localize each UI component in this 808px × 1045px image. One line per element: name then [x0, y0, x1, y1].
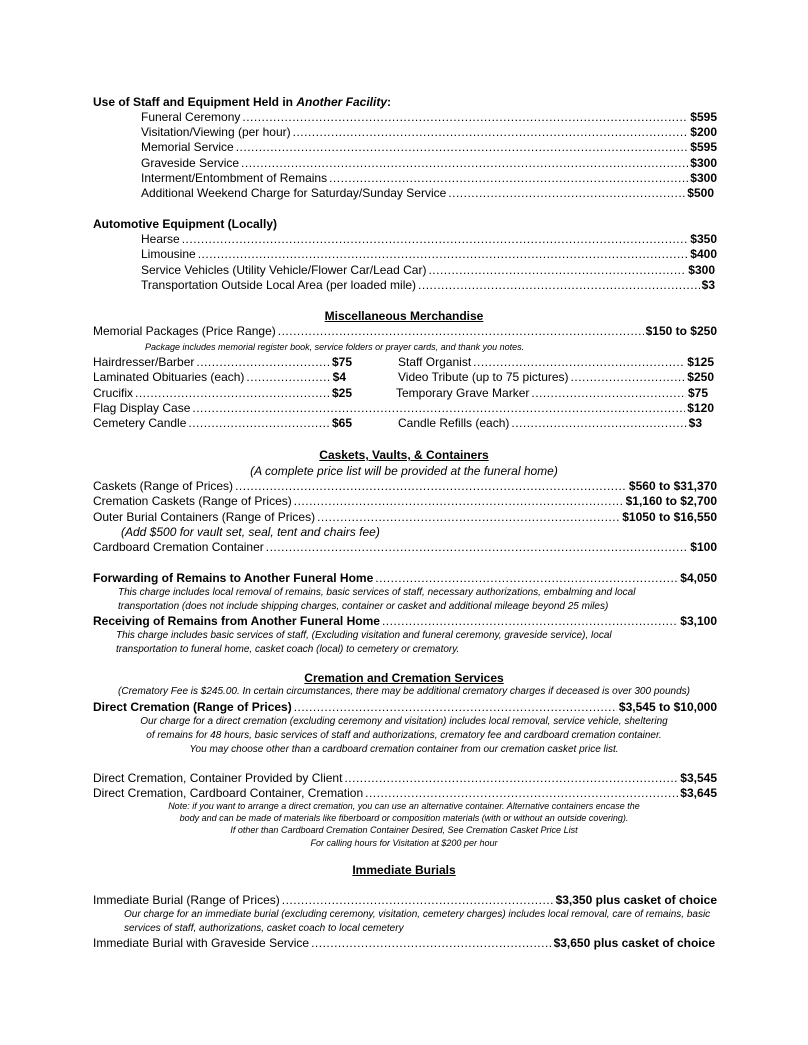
cardboard-cremation-container: Cardboard Cremation Container ..... $100: [93, 540, 717, 554]
cremation-small-note: Note: if you want to arrange a direct cremation, you can use an alternative container. Alternative containers encase the: [168, 801, 640, 811]
immediate-burial-range: Immediate Burial (Range of Prices) ..... $3,350 plus casket of choice: [93, 893, 717, 907]
memorial-note: Package includes memorial register book, service folders or prayer cards, and thank you notes.: [145, 342, 525, 352]
flag-display-case: Flag Display Case ..... $120: [93, 401, 714, 415]
direct-cremation-range: Direct Cremation (Range of Prices) ..... $3,545 to $10,000: [93, 700, 717, 714]
crematory-fee-note: (Crematory Fee is $245.00. In certain circumstances, there may be additional crematory charges if deceased is over 300 pounds): [118, 686, 690, 697]
cremation-small-note: For calling hours for Visitation at $200 per hour: [310, 838, 498, 848]
receiving-note: This charge includes basic services of staff, (Excluding visitation and funeral ceremony, graveside service), local: [116, 630, 612, 641]
cemetery-candle: Cemetery Candle ..... $65: [93, 416, 352, 430]
immediate-burial-graveside: Immediate Burial with Graveside Service ..... $3,650 plus casket of choice: [93, 936, 715, 950]
immediate-section-title: Immediate Burials: [352, 863, 456, 877]
direct-cremation-note: You may choose other than a cardboard cremation container from our cremation casket price list.: [189, 744, 619, 755]
staff-item: Graveside Service ..... $300: [141, 156, 717, 170]
forwarding-note: This charge includes local removal of remains, basic services of staff, necessary authorizations, embalming and local: [118, 587, 636, 598]
staff-item: Funeral Ceremony ..... $595: [141, 110, 717, 124]
immediate-burial-note: Our charge for an immediate burial (excluding ceremony, visitation, cemetery charges) includes local removal, care of remains, basic: [124, 909, 711, 920]
staff-item: Memorial Service ..... $595: [141, 140, 717, 154]
cremation-small-note: If other than Cardboard Cremation Container Desired, See Cremation Casket Price List: [230, 825, 578, 835]
caskets-section-title: Caskets, Vaults, & Containers: [319, 448, 489, 462]
misc-left-item: Crucifix ..... $25: [93, 386, 352, 400]
receiving-note: transportation to funeral home, casket coach (local) to cemetery or crematory.: [116, 644, 460, 655]
receiving-remains: Receiving of Remains from Another Funeral Home ..... $3,100: [93, 614, 717, 628]
misc-left-item: Hairdresser/Barber ..... $75: [93, 355, 352, 369]
staff-item: Additional Weekend Charge for Saturday/Sunday Service ..... $500: [141, 186, 714, 200]
misc-right-item: Temporary Grave Marker ..... $75: [396, 386, 708, 400]
cremation-caskets-range: Cremation Caskets (Range of Prices) ..... $1,160 to $2,700: [93, 494, 717, 508]
immediate-burial-note: services of staff, authorizations, casket coach to local cemetery: [124, 923, 404, 934]
vault-note: (Add $500 for vault set, seal, tent and chairs fee): [121, 525, 380, 539]
forwarding-remains: Forwarding of Remains to Another Funeral Home ..... $4,050: [93, 571, 717, 585]
outer-burial-containers: Outer Burial Containers (Range of Prices) ..... $1050 to $16,550: [93, 510, 717, 524]
auto-item: Service Vehicles (Utility Vehicle/Flower Car/Lead Car) ..... $300: [141, 263, 715, 277]
cremation-small-note: body and can be made of materials like fiberboard or composition materials (with or without an outside covering).: [179, 813, 629, 823]
caskets-range: Caskets (Range of Prices) ..... $560 to $31,370: [93, 479, 717, 493]
direct-cremation-note: of remains for 48 hours, basic services of staff and authorizations, crematory fee and cardboard cremation container.: [146, 730, 662, 741]
auto-item: Hearse ..... $350: [141, 232, 717, 246]
forwarding-note: transportation (does not include shipping charges, container or casket and additional mileage beyond 25 miles): [118, 601, 609, 612]
misc-left-item: Laminated Obituaries (each) ..... $4: [93, 370, 346, 384]
auto-section-title: Automotive Equipment (Locally): [93, 217, 278, 231]
candle-refills: Candle Refills (each) ..... $3: [398, 416, 702, 430]
misc-right-item: Staff Organist ..... $125: [398, 355, 714, 369]
misc-section-title: Miscellaneous Merchandise: [324, 309, 484, 323]
direct-cremation-cardboard: Direct Cremation, Cardboard Container, Cremation ..... $3,645: [93, 786, 717, 800]
memorial-packages: Memorial Packages (Price Range) ..... $150 to $250: [93, 324, 717, 338]
auto-item: Limousine ..... $400: [141, 247, 717, 261]
caskets-subtitle: (A complete price list will be provided at the funeral home): [250, 464, 558, 478]
staff-item: Interment/Entombment of Remains ..... $300: [141, 171, 717, 185]
direct-cremation-client-container: Direct Cremation, Container Provided by Client ..... $3,545: [93, 771, 717, 785]
staff-section-title: Use of Staff and Equipment Held in Another Facility:: [93, 95, 392, 109]
direct-cremation-note: Our charge for a direct cremation (excluding ceremony and visitation) includes local removal, service vehicle, sheltering: [140, 716, 668, 727]
auto-item: Transportation Outside Local Area (per loaded mile) ..... $3: [141, 278, 715, 292]
staff-item: Visitation/Viewing (per hour) ..... $200: [141, 125, 717, 139]
misc-right-item: Video Tribute (up to 75 pictures) ..... $250: [398, 370, 714, 384]
cremation-section-title: Cremation and Cremation Services: [304, 671, 504, 685]
